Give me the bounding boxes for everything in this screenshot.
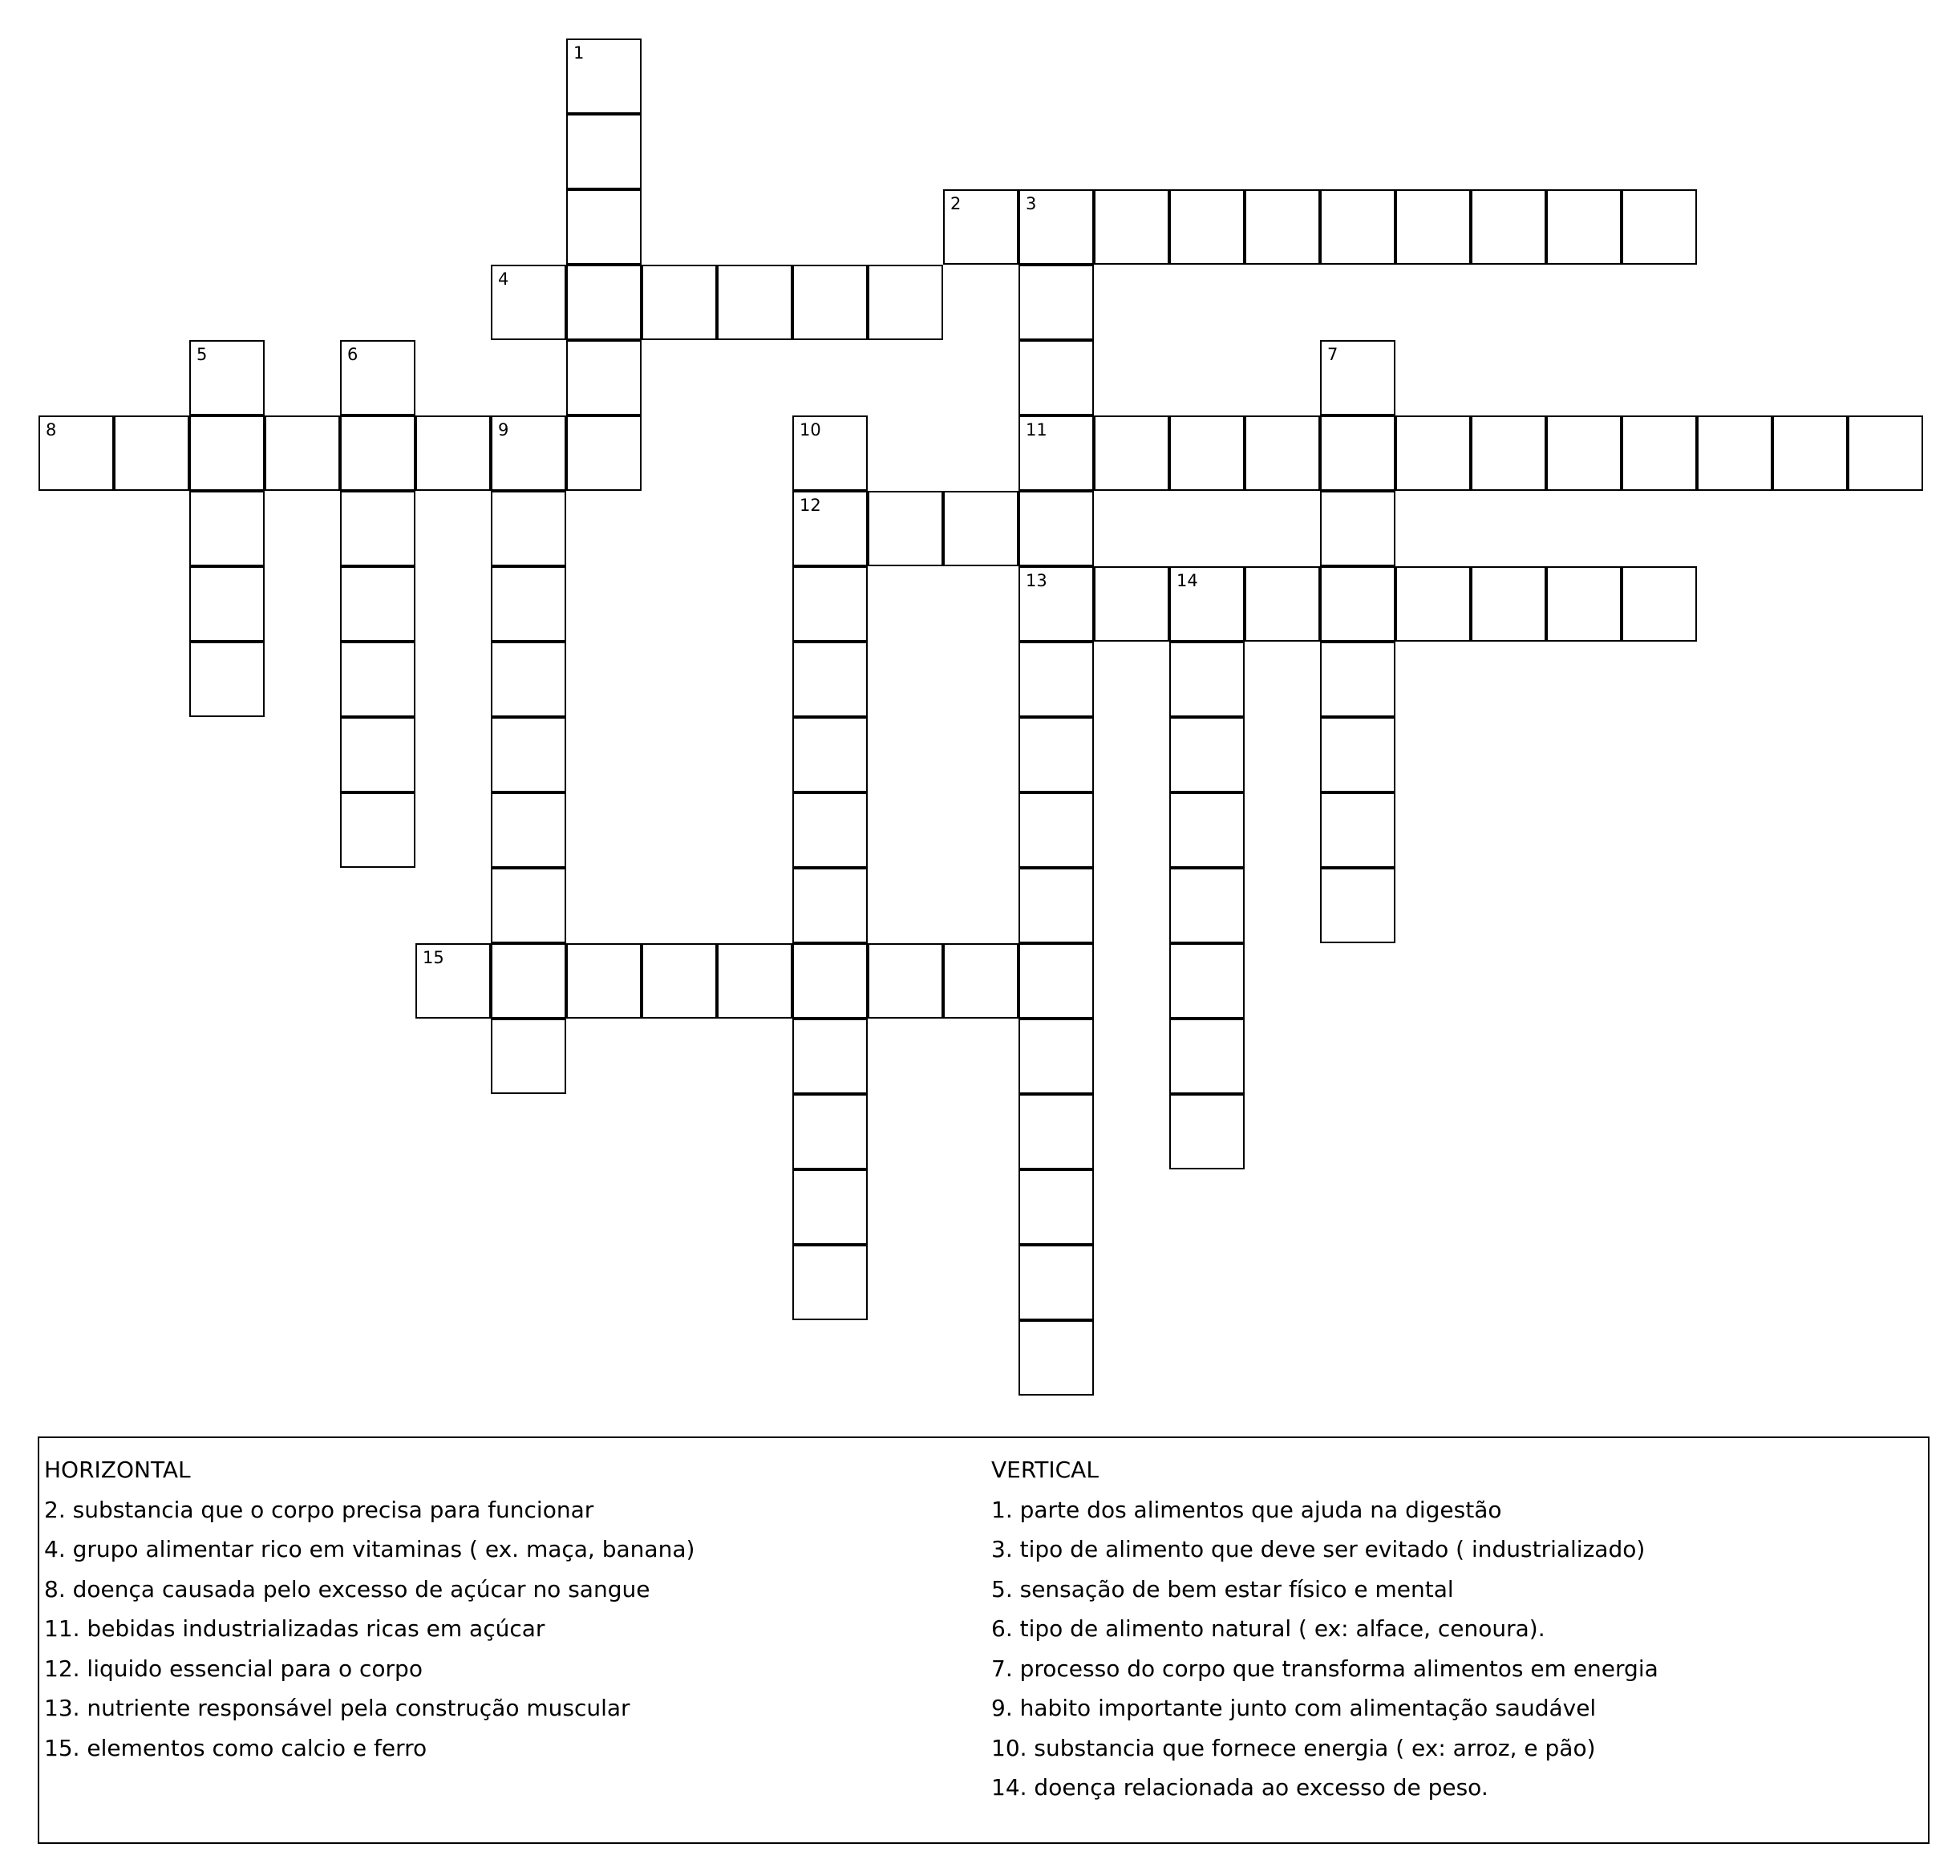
vertical-heading: VERTICAL [991, 1457, 1099, 1483]
crossword-cell[interactable] [1169, 717, 1245, 792]
crossword-cell[interactable] [1018, 566, 1094, 642]
clue-number: 3 [1026, 194, 1037, 213]
clue-vertical-3: 3. tipo de alimento que deve ser evitado ( industrializado) [991, 1536, 1646, 1562]
clue-number: 4 [498, 269, 509, 289]
crossword-cell[interactable] [1395, 189, 1471, 265]
crossword-cell[interactable] [491, 415, 566, 491]
clue-number: 14 [1176, 571, 1198, 590]
crossword-cell[interactable] [792, 642, 868, 717]
crossword-cell[interactable] [943, 189, 1018, 265]
crossword-cell[interactable] [1697, 415, 1772, 491]
clue-vertical-9: 9. habito importante junto com alimentação saudável [991, 1695, 1597, 1721]
clue-number: 1 [573, 43, 585, 63]
clue-number: 9 [498, 420, 509, 440]
crossword-cell[interactable] [1169, 943, 1245, 1019]
crossword-cell[interactable] [1245, 415, 1320, 491]
crossword-cell[interactable] [792, 566, 868, 642]
crossword-cell[interactable] [1320, 415, 1395, 491]
crossword-cell[interactable] [189, 340, 265, 415]
crossword-cell[interactable] [1772, 415, 1848, 491]
crossword-cell[interactable] [491, 1019, 566, 1094]
crossword-cell[interactable] [1395, 415, 1471, 491]
crossword-cell[interactable] [1018, 189, 1094, 265]
crossword-cell[interactable] [491, 868, 566, 943]
crossword-cell[interactable] [642, 265, 717, 340]
vertical-clues [991, 1450, 1913, 1808]
crossword-cell[interactable] [189, 491, 265, 566]
crossword-cell[interactable] [1169, 1019, 1245, 1094]
crossword-cell[interactable] [1018, 868, 1094, 943]
crossword-cell[interactable] [189, 566, 265, 642]
crossword-cell[interactable] [1622, 415, 1697, 491]
crossword-cell[interactable] [1320, 491, 1395, 566]
crossword-cell[interactable] [1169, 566, 1245, 642]
crossword-cell[interactable] [265, 415, 340, 491]
crossword-cell[interactable] [491, 566, 566, 642]
crossword-cell[interactable] [1245, 189, 1320, 265]
crossword-cell[interactable] [566, 114, 642, 189]
crossword-cell[interactable] [1848, 415, 1923, 491]
crossword-cell[interactable] [340, 491, 415, 566]
crossword-cell[interactable] [340, 717, 415, 792]
crossword-cell[interactable] [566, 38, 642, 114]
crossword-cell[interactable] [1546, 415, 1622, 491]
crossword-cell[interactable] [1169, 415, 1245, 491]
crossword-cell[interactable] [1018, 943, 1094, 1019]
crossword-cell[interactable] [1169, 1094, 1245, 1169]
crossword-cell[interactable] [1471, 566, 1546, 642]
crossword-cell[interactable] [792, 265, 868, 340]
crossword-cell[interactable] [491, 642, 566, 717]
crossword-cell[interactable] [792, 943, 868, 1019]
crossword-cell[interactable] [491, 943, 566, 1019]
clue-vertical-5: 5. sensação de bem estar físico e mental [991, 1575, 1454, 1603]
crossword-cell[interactable] [1094, 566, 1169, 642]
crossword-cell[interactable] [491, 717, 566, 792]
crossword-cell[interactable] [717, 265, 792, 340]
crossword-cell[interactable] [1018, 1245, 1094, 1320]
clue-vertical-1: 1. parte dos alimentos que ajuda na digestão [991, 1496, 1502, 1523]
crossword-cell[interactable] [340, 792, 415, 868]
crossword-cell[interactable] [792, 792, 868, 868]
crossword-cell[interactable] [1018, 265, 1094, 340]
crossword-cell[interactable] [491, 265, 566, 340]
crossword-cell[interactable] [1018, 1094, 1094, 1169]
crossword-cell[interactable] [1018, 717, 1094, 792]
horizontal-heading: HORIZONTAL [44, 1457, 191, 1483]
clue-number: 5 [196, 345, 208, 364]
crossword-cell[interactable] [1320, 340, 1395, 415]
crossword-cell[interactable] [566, 415, 642, 491]
clue-number: 6 [347, 345, 358, 364]
crossword-cell[interactable] [1018, 491, 1094, 566]
clue-horizontal-4: 4. grupo alimentar rico em vitaminas ( ex. maça, banana) [44, 1536, 695, 1562]
crossword-cell[interactable] [1320, 189, 1395, 265]
crossword-cell[interactable] [1395, 566, 1471, 642]
crossword-cell[interactable] [340, 340, 415, 415]
crossword-cell[interactable] [1320, 717, 1395, 792]
clue-number: 10 [800, 420, 821, 440]
crossword-cell[interactable] [717, 943, 792, 1019]
crossword-cell[interactable] [792, 717, 868, 792]
crossword-cell[interactable] [1320, 642, 1395, 717]
crossword-cell[interactable] [1169, 868, 1245, 943]
crossword-cell[interactable] [792, 868, 868, 943]
clue-number: 8 [46, 420, 57, 440]
clue-horizontal-15: 15. elementos como calcio e ferro [44, 1734, 427, 1761]
crossword-cell[interactable] [1471, 189, 1546, 265]
clue-number: 2 [950, 194, 962, 213]
clue-horizontal-8: 8. doença causada pelo excesso de açúcar no sangue [44, 1575, 650, 1603]
crossword-cell[interactable] [114, 415, 189, 491]
crossword-cell[interactable] [1094, 189, 1169, 265]
crossword-cell[interactable] [1546, 189, 1622, 265]
clues-box [38, 1436, 1930, 1844]
crossword-cell[interactable] [1471, 415, 1546, 491]
crossword-cell[interactable] [415, 943, 491, 1019]
crossword-cell[interactable] [792, 491, 868, 566]
crossword-cell[interactable] [1018, 1169, 1094, 1245]
crossword-cell[interactable] [1169, 792, 1245, 868]
crossword-cell[interactable] [1169, 642, 1245, 717]
crossword-cell[interactable] [340, 642, 415, 717]
crossword-cell[interactable] [1018, 792, 1094, 868]
crossword-cell[interactable] [1018, 340, 1094, 415]
clue-number: 7 [1327, 345, 1338, 364]
crossword-cell[interactable] [566, 943, 642, 1019]
crossword-cell[interactable] [1169, 189, 1245, 265]
crossword-cell[interactable] [566, 265, 642, 340]
crossword-cell[interactable] [792, 415, 868, 491]
clue-horizontal-13: 13. nutriente responsável pela construção muscular [44, 1695, 630, 1721]
crossword-cell[interactable] [868, 491, 943, 566]
crossword-cell[interactable] [491, 491, 566, 566]
crossword-cell[interactable] [943, 943, 1018, 1019]
crossword-cell[interactable] [189, 642, 265, 717]
crossword-cell[interactable] [868, 265, 943, 340]
clue-vertical-14: 14. doença relacionada ao excesso de peso. [991, 1774, 1488, 1801]
crossword-cell[interactable] [792, 1245, 868, 1320]
crossword-cell[interactable] [415, 415, 491, 491]
clue-vertical-7: 7. processo do corpo que transforma alimentos em energia [991, 1655, 1658, 1682]
crossword-cell[interactable] [868, 943, 943, 1019]
crossword-cell[interactable] [340, 566, 415, 642]
horizontal-clues [44, 1450, 966, 1768]
crossword-cell[interactable] [1245, 566, 1320, 642]
crossword-cell[interactable] [642, 943, 717, 1019]
clue-horizontal-12: 12. liquido essencial para o corpo [44, 1655, 423, 1682]
crossword-cell[interactable] [1018, 1320, 1094, 1396]
clue-number: 13 [1026, 571, 1047, 590]
clue-number: 11 [1026, 420, 1047, 440]
crossword-cell[interactable] [566, 340, 642, 415]
crossword-cell[interactable] [1320, 566, 1395, 642]
crossword-cell[interactable] [1094, 415, 1169, 491]
crossword-cell[interactable] [792, 1019, 868, 1094]
crossword-cell[interactable] [1018, 415, 1094, 491]
crossword-cell[interactable] [38, 415, 114, 491]
crossword-cell[interactable] [1622, 189, 1697, 265]
crossword-cell[interactable] [1622, 566, 1697, 642]
crossword-cell[interactable] [1320, 868, 1395, 943]
clue-horizontal-2: 2. substancia que o corpo precisa para funcionar [44, 1496, 594, 1523]
crossword-cell[interactable] [566, 189, 642, 265]
crossword-cell[interactable] [1320, 792, 1395, 868]
clue-vertical-6: 6. tipo de alimento natural ( ex: alface, cenoura). [991, 1615, 1545, 1642]
clue-number: 12 [800, 496, 821, 515]
clue-vertical-10: 10. substancia que fornece energia ( ex: arroz, e pão) [991, 1734, 1596, 1761]
clue-number: 15 [423, 948, 444, 967]
crossword-cell[interactable] [1018, 1019, 1094, 1094]
crossword-cell[interactable] [1018, 642, 1094, 717]
crossword-cell[interactable] [189, 415, 265, 491]
crossword-cell[interactable] [340, 415, 415, 491]
crossword-cell[interactable] [491, 792, 566, 868]
crossword-cell[interactable] [792, 1169, 868, 1245]
crossword-cell[interactable] [792, 1094, 868, 1169]
crossword-cell[interactable] [1546, 566, 1622, 642]
clue-horizontal-11: 11. bebidas industrializadas ricas em açúcar [44, 1615, 545, 1642]
crossword-cell[interactable] [943, 491, 1018, 566]
